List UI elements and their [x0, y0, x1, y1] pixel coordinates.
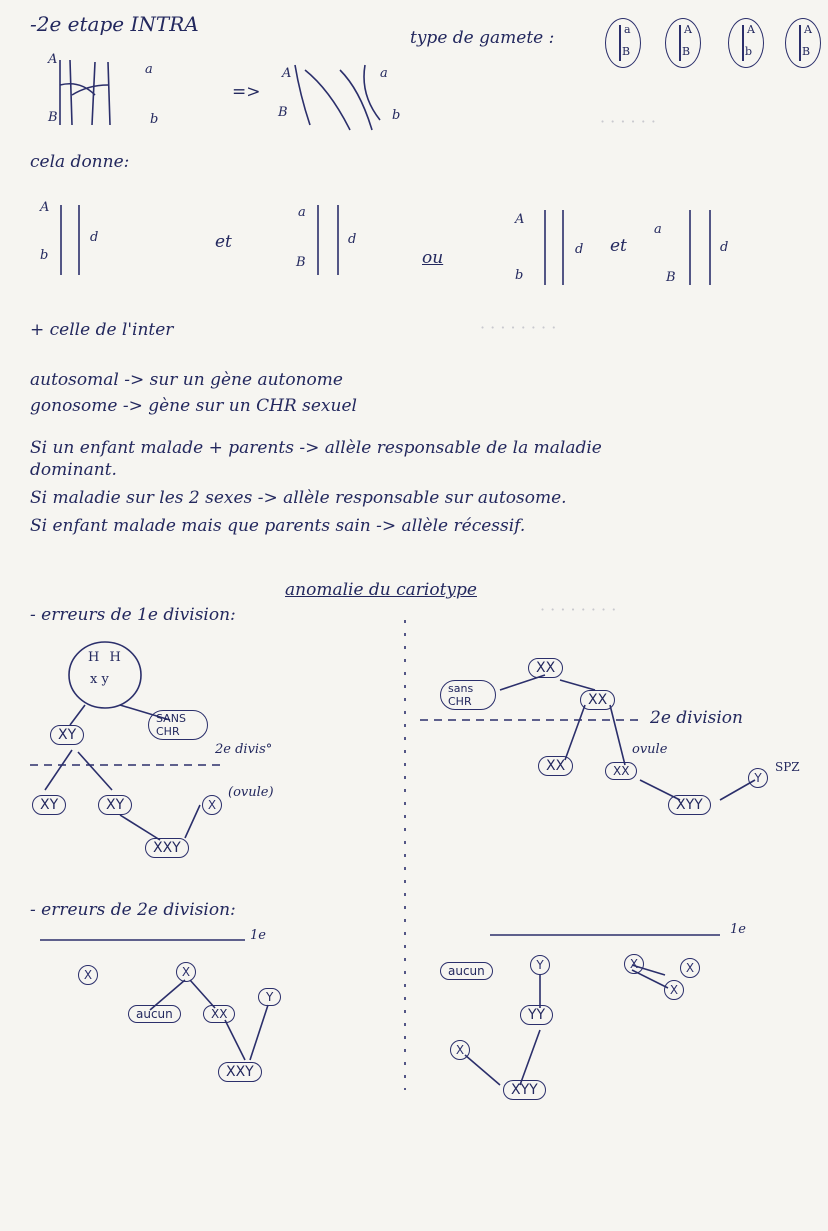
- allele-label: B: [48, 110, 58, 125]
- cell-xy: XY: [98, 795, 132, 815]
- gamete-circle: [785, 18, 821, 68]
- allele-label: a: [380, 66, 388, 81]
- cell-yy: YY: [520, 1005, 553, 1025]
- bleed-text: · · · · · · · ·: [480, 318, 557, 337]
- div2-label: 2e division: [650, 708, 743, 728]
- note-line: dominant.: [30, 460, 117, 480]
- allele-label: a: [298, 205, 306, 220]
- chromosome-bar: [679, 25, 681, 61]
- gamete-label: type de gamete :: [410, 28, 555, 48]
- gamete-circle: [728, 18, 764, 68]
- one-e-label: 1e: [250, 928, 266, 943]
- note-line: gonosome -> gène sur un CHR sexuel: [30, 396, 357, 416]
- gamete-allele-bottom: B: [682, 45, 691, 58]
- cell-sans-chr: SANS CHR: [148, 710, 208, 740]
- cell-xxy: XXY: [218, 1062, 262, 1082]
- allele-label: B: [278, 105, 288, 120]
- allele-label: B: [666, 270, 676, 285]
- cell-y: Y: [748, 768, 768, 788]
- step-title: -2e etape INTRA: [30, 12, 199, 36]
- allele-label: d: [720, 240, 729, 255]
- errors-1-title: - erreurs de 1e division:: [30, 605, 236, 625]
- cell-x: X: [78, 965, 98, 985]
- cell-y: Y: [258, 988, 281, 1006]
- cell-xyy: XYY: [503, 1080, 546, 1100]
- cell-x: X: [664, 980, 684, 1000]
- gamete-allele-top: a: [624, 23, 631, 36]
- cela-donne: cela donne:: [30, 152, 130, 172]
- anomalies-title: anomalie du cariotype: [285, 580, 477, 600]
- errors-2-title: - erreurs de 2e division:: [30, 900, 236, 920]
- cell-xy: XY: [50, 725, 84, 745]
- cell-sans-chr: sans CHR: [440, 680, 496, 710]
- gamete-allele-bottom: B: [802, 45, 811, 58]
- gamete-circle: [605, 18, 641, 68]
- aucun-label: aucun: [440, 962, 493, 980]
- chromosome-xy: x y: [90, 672, 109, 687]
- cell-y: Y: [530, 955, 550, 975]
- cell-xxy: XYY: [668, 795, 711, 815]
- chromosome-bar: [619, 25, 621, 61]
- arrow: =>: [232, 82, 261, 102]
- gamete-allele-top: A: [684, 23, 692, 36]
- cell-x: X: [202, 795, 222, 815]
- allele-label: A: [40, 200, 50, 215]
- gamete-allele-bottom: B: [622, 45, 631, 58]
- div2-short: 2e divis°: [215, 742, 273, 757]
- allele-label: d: [575, 242, 584, 257]
- ovule-paren: (ovule): [228, 785, 274, 800]
- cell-xx: XX: [538, 756, 573, 776]
- et-label: et: [610, 236, 627, 256]
- cell-xx: XX: [580, 690, 615, 710]
- allele-label: A: [282, 66, 292, 81]
- allele-label: b: [392, 108, 401, 123]
- chromosome-hh: H H: [88, 650, 124, 665]
- cell-xxy: XXY: [145, 838, 189, 858]
- allele-label: A: [515, 212, 525, 227]
- one-e-label: 1e: [730, 922, 746, 937]
- allele-label: A: [48, 52, 58, 67]
- ou-label: ou: [422, 248, 444, 268]
- cell-xx: XX: [605, 762, 637, 780]
- allele-label: d: [90, 230, 99, 245]
- allele-label: a: [654, 222, 662, 237]
- allele-label: d: [348, 232, 357, 247]
- cell-xy: XY: [32, 795, 66, 815]
- chromosome-bar: [742, 25, 744, 61]
- allele-label: B: [296, 255, 306, 270]
- note-line: Si un enfant malade + parents -> allèle responsable de la maladie: [30, 438, 602, 458]
- note-line: Si maladie sur les 2 sexes -> allèle responsable sur autosome.: [30, 488, 567, 508]
- note-line: autosomal -> sur un gène autonome: [30, 370, 343, 390]
- gamete-circle: [665, 18, 701, 68]
- spz-label: SPZ: [775, 760, 800, 774]
- ovule-label: ovule: [632, 742, 668, 757]
- cell-x: X: [450, 1040, 470, 1060]
- aucun-label: aucun: [128, 1005, 181, 1023]
- note-line: Si enfant malade mais que parents sain -> allèle récessif.: [30, 516, 526, 536]
- cell-x: X: [624, 954, 644, 974]
- allele-label: b: [515, 268, 524, 283]
- allele-label: b: [40, 248, 49, 263]
- cell-x: X: [176, 962, 196, 982]
- gamete-allele-bottom: b: [745, 45, 753, 58]
- cell-x: X: [680, 958, 700, 978]
- cell-xx: XX: [528, 658, 563, 678]
- chromosome-bar: [799, 25, 801, 61]
- allele-label: a: [145, 62, 153, 77]
- allele-label: b: [150, 112, 159, 127]
- gamete-allele-top: A: [747, 23, 755, 36]
- cell-xx: XX: [203, 1005, 235, 1023]
- inter-heading: + celle de l'inter: [30, 320, 174, 340]
- et-label: et: [215, 232, 232, 252]
- gamete-allele-top: A: [804, 23, 812, 36]
- bleed-text: · · · · · · · ·: [540, 600, 617, 619]
- bleed-text: · · · · · ·: [600, 112, 656, 131]
